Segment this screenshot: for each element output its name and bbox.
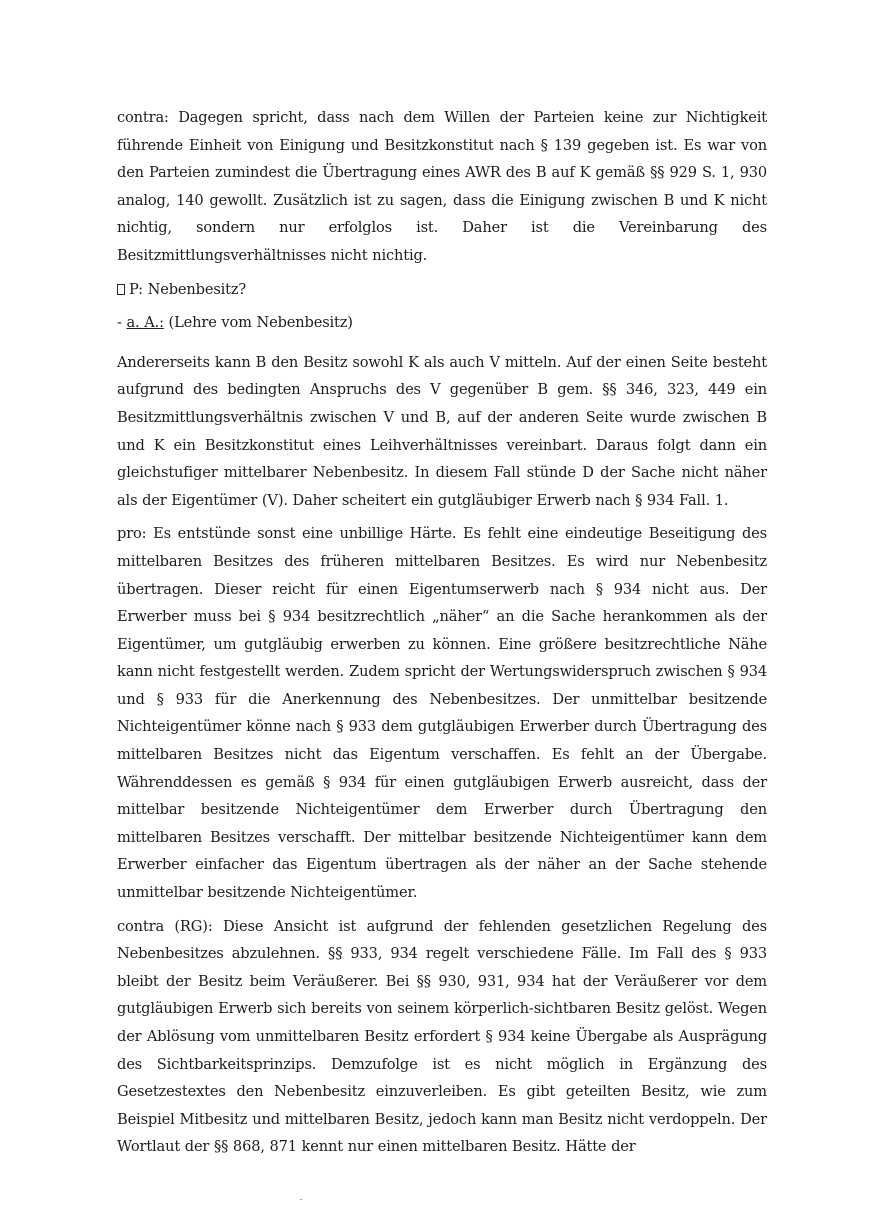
paragraph-pro: pro: Es entstünde sonst eine unbillige Härte. Es fehlt eine eindeutige Beseitigung des mittelbaren Besitzes des früheren mittelbaren Besitzes. Es wird nur Nebenbesitz übertragen. Dieser reicht für einen Eigentumserwerb nach § 934 nicht aus. Der Erwerber muss bei § 934 besitzrechtlich „näher“ an die Sache herankommen als der Eigentümer, um gutgläubig erwerben zu können. Eine größere besitzrechtliche Nähe kann nicht festgestellt werden. Zudem spricht der Wertungswiderspruch zwischen § 934 und § 933 für die Anerkennung des Nebenbesitzes. Der unmittelbar besitzende Nichteigentümer könne nach § 933 dem gutgläubigen Erwerber durch Übertragung des mittelbaren Besitzes nicht das Eigentum verschaffen. Es fehlt an der Übergabe. Währenddessen es gemäß § 934 für einen gutgläubigen Erwerb ausreicht, dass der mittelbar besitzende Nichteigentümer dem Erwerber durch Übertragung den mittelbaren Besitzes verschafft. Der mittelbar besitzende Nichteigentümer kann dem Erwerber einfacher das Eigentum übertragen als der näher an der Sache stehende unmittelbar besitzende Nichteigentümer. (117, 525, 767, 902)
aa-label: a. A.: (126, 314, 164, 332)
problem-heading-text: P: Nebenbesitz? (129, 280, 247, 298)
problem-heading (117, 276, 767, 304)
aa-heading (117, 309, 767, 337)
scan-speck (300, 1199, 302, 1200)
aa-subtitle: (Lehre vom Nebenbesitz) (163, 314, 353, 332)
paragraph-contra: contra: Dagegen spricht, dass nach dem Willen der Parteien keine zur Nichtigkeit führende Einheit von Einigung und Besitzkonstitut nach § 139 gegeben ist. Es war von den Parteien zumindest die Übertragung eines AWR des B auf K gemäß §§ 929 S. 1, 930 analog, 140 gewollt. Zusätzlich ist zu sagen, dass die Einigung zwischen B und K nicht nichtig, sondern nur erfolglos ist. Daher ist die Vereinbarung des Besitzmittlungsverhältnisses nicht nichtig. (117, 109, 767, 264)
paragraph-contra-rg: contra (RG): Diese Ansicht ist aufgrund der fehlenden gesetzlichen Regelung des Nebenbesitzes abzulehnen. §§ 933, 934 regelt verschiedene Fälle. Im Fall des § 933 bleibt der Besitz beim Veräußerer. Bei §§ 930, 931, 934 hat der Veräußerer vor dem gutgläubigen Erwerb sich bereits von seinem körperlich-sichtbaren Besitz gelöst. Wegen der Ablösung vom unmittelbaren Besitz erfordert § 934 keine Übergabe als Ausprägung des Sichtbarkeitsprinzips. Demzufolge ist es nicht möglich in Ergänzung des Gesetzestextes den Nebenbesitz einzuverleiben. Es gibt geteilten Besitz, wie zum Beispiel Mitbesitz und mittelbaren Besitz, jedoch kann man Besitz nicht verdoppeln. Der Wortlaut der §§ 868, 871 kennt nur einen mittelbaren Besitz. Hätte der (117, 917, 767, 1156)
paragraph-andererseits: Andererseits kann B den Besitz sowohl K als auch V mitteln. Auf der einen Seite besteht aufgrund des bedingten Anspruchs des V gegenüber B gem. §§ 346, 323, 449 ein Besitzmittlungsverhältnis zwischen V und B, auf der anderen Seite wurde zwischen B und K ein Besitzkonstitut eines Leihverhältnisses vereinbart. Daraus folgt dann ein gleichstufiger mittelbarer Nebenbesitz. In diesem Fall stünde D der Sache nicht näher als der Eigentümer (V). Daher scheitert ein gutgläubiger Erwerb nach § 934 Fall. 1. (117, 353, 767, 509)
aa-dash: - (117, 314, 127, 332)
box-glyph-icon (117, 284, 125, 295)
document-body (117, 104, 767, 1161)
spacer (117, 337, 767, 349)
